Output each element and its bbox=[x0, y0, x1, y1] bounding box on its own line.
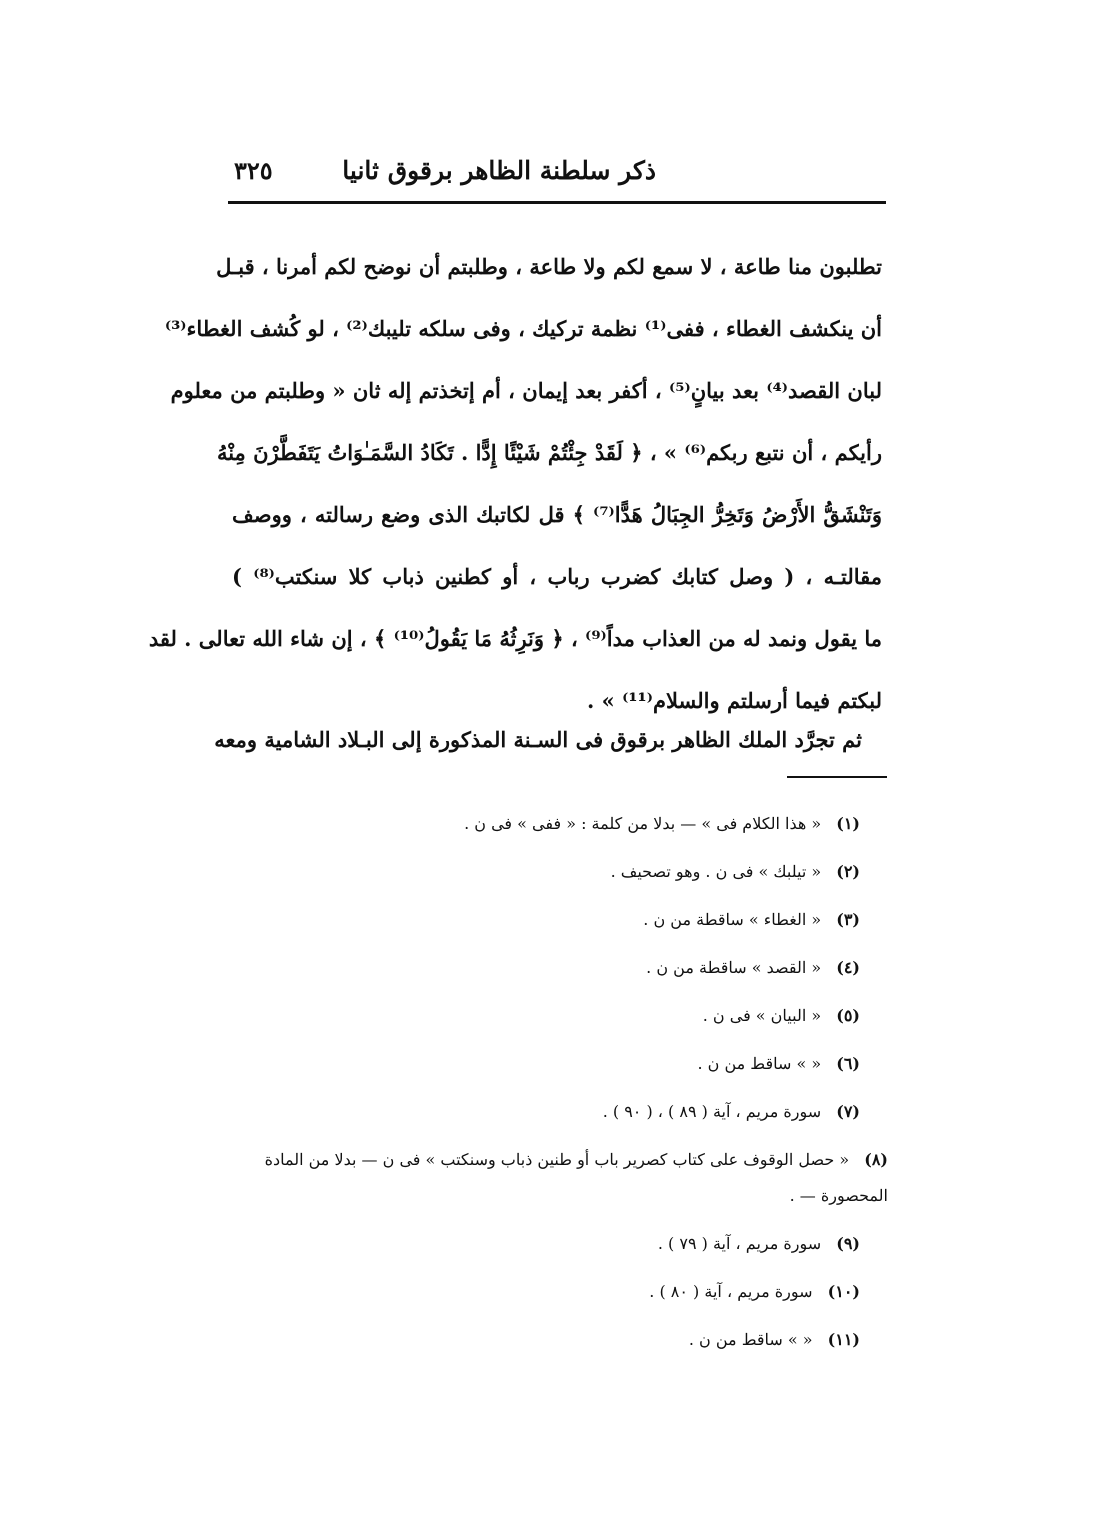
footnote-text: سورة مريم ، آية ( ٨٩ ) ، ( ٩٠ ) . bbox=[602, 1102, 822, 1121]
footnote bbox=[200, 1040, 860, 1088]
footnote-text: « » ساقط من ن . bbox=[688, 1330, 813, 1349]
footnote-text: « هذا الكلام فى » — بدلا من كلمة : « ففى » فى ن . bbox=[464, 814, 822, 833]
footnote-number: (٢) bbox=[836, 862, 860, 881]
footnote-text: « البيان » فى ن . bbox=[702, 1006, 822, 1025]
text-line: ما يقول ونمد له من العذاب مداً⁽⁹⁾ ، ﴿ وَنَرِثُهُ مَا يَقُولُ⁽¹⁰⁾ ﴾ ، إن شاء الله تعالى . لقد bbox=[148, 626, 882, 651]
footnote-number: (٧) bbox=[836, 1102, 860, 1121]
text-line: تطلبون منا طاعة ، لا سمع لكم ولا طاعة ، وطلبتم أن نوضح لكم أمرنا ، قبـل bbox=[216, 254, 882, 279]
text-line: لبكتم فيما أرسلتم والسلام⁽¹¹⁾ » . bbox=[587, 688, 882, 713]
footnote-number: (٦) bbox=[836, 1054, 860, 1073]
footnote bbox=[200, 896, 860, 944]
footnote-text: « القصد » ساقطة من ن . bbox=[646, 958, 822, 977]
footnote-text: سورة مريم ، آية ( ٧٩ ) . bbox=[657, 1234, 822, 1253]
running-title: ذكر سلطنة الظاهر برقوق ثانيا bbox=[342, 156, 656, 185]
main-text bbox=[148, 236, 882, 732]
footnote bbox=[200, 1316, 860, 1364]
footnote bbox=[200, 992, 860, 1040]
footnote bbox=[200, 800, 860, 848]
footnote-number: (٥) bbox=[836, 1006, 860, 1025]
text-line: وَتَنْشَقُّ الأَرْضُ وَتَخِرُّ الجِبَالُ هَدًّا⁽⁷⁾ ﴾ قل لكاتبك الذى وضع رسالته ، ووصف bbox=[232, 502, 882, 527]
footnote-text: « » ساقط من ن . bbox=[697, 1054, 822, 1073]
text-line: مقالتـه ، ( وصل كتابك كضرب رباب ، أو كطنين ذباب كلا سنكتب⁽⁸⁾ ) bbox=[232, 564, 882, 589]
footnote-text: سورة مريم ، آية ( ٨٠ ) . bbox=[649, 1282, 813, 1301]
footnote-number: (١١) bbox=[827, 1330, 860, 1349]
footnote-text: « الغطاء » ساقطة من ن . bbox=[643, 910, 822, 929]
footnote-number: (١٠) bbox=[827, 1282, 860, 1301]
paragraph-start: ثم تجرَّد الملك الظاهر برقوق فى السـنة المذكورة إلى البـلاد الشامية ومعه bbox=[214, 727, 862, 752]
footnote bbox=[200, 1088, 860, 1136]
footnote-rule bbox=[787, 776, 887, 778]
footnote-text: « حصل الوقوف على كتاب كصرير باب أو طنين ذباب وسنكتب » فى ن — بدلا من المادة المحصورة — . bbox=[264, 1150, 888, 1205]
page-number: ٣٢٥ bbox=[234, 156, 273, 185]
footnote-number: (٤) bbox=[836, 958, 860, 977]
text-line: رأيكم ، أن نتبع ربكم⁽⁶⁾ » ، ﴿ لَقَدْ جِئْتُمْ شَيْئًا إِدًّا . تَكَادُ السَّمَـٰوَاتُ يَتَفَطَّرْنَ مِنْهُ bbox=[216, 440, 882, 465]
footnote-number: (١) bbox=[836, 814, 860, 833]
footnote-number: (٣) bbox=[836, 910, 860, 929]
footnote-text: « تيلبك » فى ن . وهو تصحيف . bbox=[610, 862, 822, 881]
header-rule bbox=[228, 201, 886, 204]
footnote-number: (٨) bbox=[864, 1150, 888, 1169]
text-line: لبان القصد⁽⁴⁾ بعد بيانٍ⁽⁵⁾ ، أكفر بعد إيمان ، أم إتخذتم إله ثان « وطلبتم من معلوم bbox=[170, 378, 882, 403]
footnote bbox=[200, 1268, 860, 1316]
page-header bbox=[228, 150, 886, 194]
footnote bbox=[200, 848, 860, 896]
footnote bbox=[200, 944, 860, 992]
text-line: أن ينكشف الغطاء ، ففى⁽¹⁾ نظمة تركيك ، وفى سلكه تليبك⁽²⁾ ، لو كُشف الغطاء⁽³⁾ bbox=[164, 316, 882, 341]
footnote bbox=[200, 1220, 860, 1268]
footnotes bbox=[200, 800, 888, 1364]
footnote-number: (٩) bbox=[836, 1234, 860, 1253]
footnote bbox=[198, 1136, 888, 1220]
